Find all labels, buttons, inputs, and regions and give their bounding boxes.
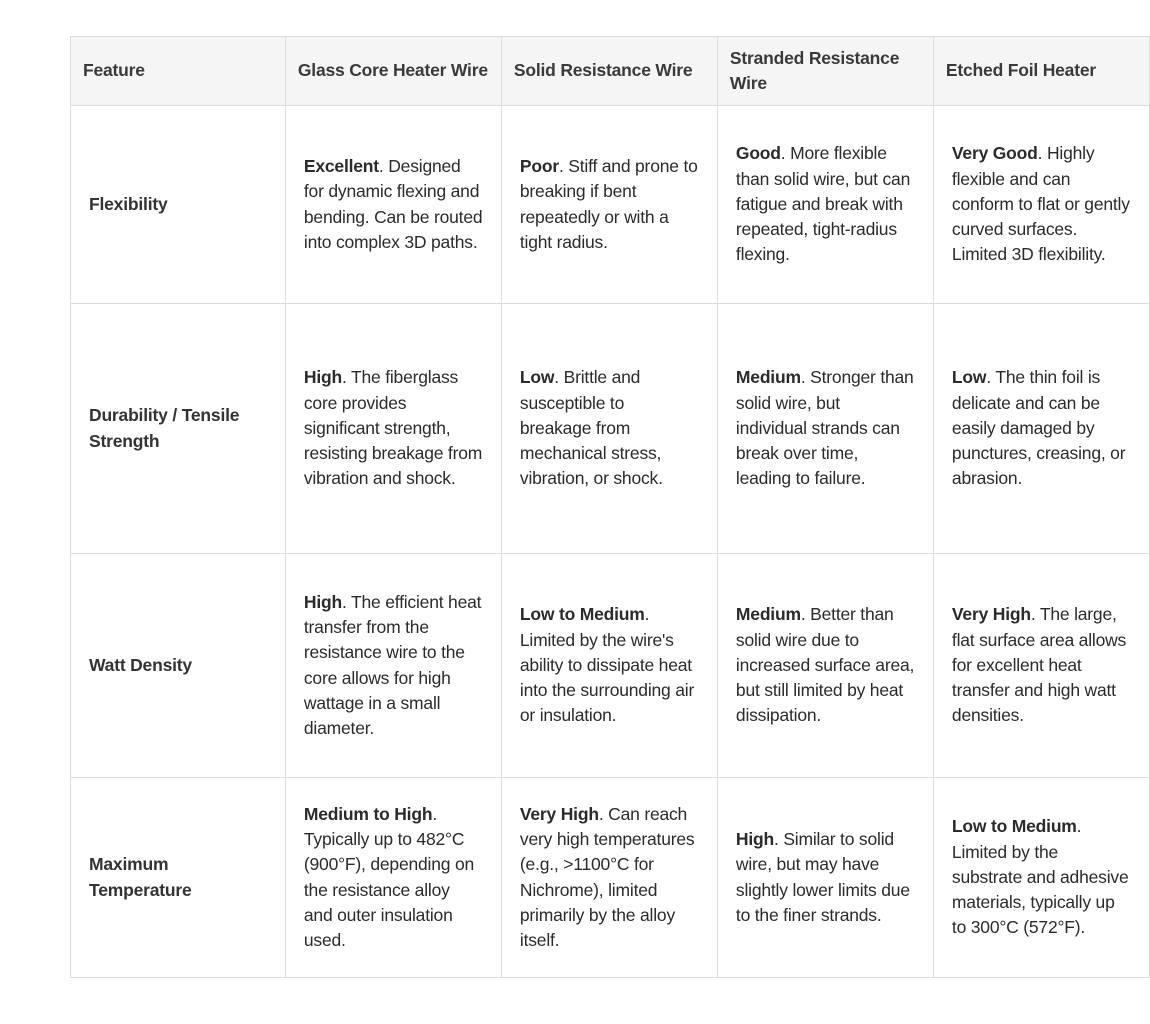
cell-text: . Limited by the wire's ability to dissipate heat into the surrounding air or insulation.	[519, 604, 695, 726]
cell-text: . Typically up to 482°C (900°F), depending on the resistance alloy and outer insulation used.	[303, 803, 475, 951]
cell-text: . The fiberglass core provides significant strength, resisting breakage from vibration and shock.	[303, 367, 483, 489]
cell-rating: Low	[951, 367, 987, 388]
table-cell	[285, 554, 501, 778]
table-cell	[933, 554, 1149, 778]
cell-rating: Medium to High	[303, 803, 433, 824]
cell-rating: High	[303, 591, 342, 612]
header-feature: Feature	[71, 37, 286, 106]
table-row	[71, 778, 1150, 978]
cell-rating: Very High	[951, 604, 1031, 625]
comparison-table	[70, 36, 1150, 978]
table-header-row	[71, 37, 1150, 106]
cell-rating: Excellent	[303, 155, 379, 176]
table-cell	[717, 554, 933, 778]
cell-text: . The large, flat surface area allows for excellent heat transfer and high watt densities.	[951, 604, 1127, 726]
cell-text: . Designed for dynamic flexing and bending. Can be routed into complex 3D paths.	[303, 155, 483, 252]
cell-rating: Low	[519, 367, 555, 388]
header-solid-resistance-wire: Solid Resistance Wire	[501, 37, 717, 106]
table-cell	[501, 106, 717, 304]
table-cell	[501, 304, 717, 554]
cell-text: . More flexible than solid wire, but can fatigue and break with repeated, tight-radius flexing.	[735, 143, 911, 265]
cell-rating: High	[303, 367, 342, 388]
cell-text: . Can reach very high temperatures (e.g., >1100°C for Nichrome), limited primarily by the alloy itself.	[519, 803, 695, 951]
table-row	[71, 554, 1150, 778]
cell-text: . The thin foil is delicate and can be easily damaged by punctures, creasing, or abrasion.	[951, 367, 1126, 489]
cell-rating: Poor	[519, 155, 559, 176]
cell-rating: Low to Medium	[519, 604, 645, 625]
row-label-watt-density: Watt Density	[71, 554, 286, 778]
cell-text: . The efficient heat transfer from the resistance wire to the core allows for high wattage in a small diameter.	[303, 591, 482, 739]
cell-text: . Brittle and susceptible to breakage from mechanical stress, vibration, or shock.	[519, 367, 663, 489]
table-cell	[501, 554, 717, 778]
table-row	[71, 106, 1150, 304]
cell-text: . Better than solid wire due to increased surface area, but still limited by heat dissipation.	[735, 604, 915, 726]
row-label-flexibility: Flexibility	[71, 106, 286, 304]
header-glass-core-heater-wire: Glass Core Heater Wire	[285, 37, 501, 106]
cell-rating: Medium	[735, 367, 801, 388]
table-cell	[285, 778, 501, 978]
comparison-table-viewport[interactable]	[70, 36, 1130, 978]
table-cell	[717, 778, 933, 978]
table-cell	[933, 106, 1149, 304]
table-cell	[285, 106, 501, 304]
row-label-maximum-temperature: Maximum Temperature	[71, 778, 286, 978]
table-cell	[501, 778, 717, 978]
cell-rating: Very Good	[951, 143, 1038, 164]
table-cell	[717, 304, 933, 554]
row-label-durability: Durability / Tensile Strength	[71, 304, 286, 554]
cell-text: . Limited by the substrate and adhesive materials, typically up to 300°C (572°F).	[951, 816, 1129, 938]
cell-text: . Stronger than solid wire, but individual strands can break over time, leading to failure.	[735, 367, 914, 489]
table-cell	[933, 778, 1149, 978]
header-stranded-resistance-wire: Stranded Resistance Wire	[717, 37, 933, 106]
cell-rating: Good	[735, 143, 781, 164]
cell-text: . Highly flexible and can conform to flat or gently curved surfaces. Limited 3D flexibility.	[951, 143, 1130, 265]
table-cell	[285, 304, 501, 554]
table-cell	[717, 106, 933, 304]
cell-text: . Stiff and prone to breaking if bent repeatedly or with a tight radius.	[519, 155, 698, 252]
cell-rating: High	[735, 828, 774, 849]
cell-rating: Low to Medium	[951, 816, 1077, 837]
table-cell	[933, 304, 1149, 554]
header-etched-foil-heater: Etched Foil Heater	[933, 37, 1149, 106]
cell-rating: Medium	[735, 604, 801, 625]
cell-text: . Similar to solid wire, but may have slightly lower limits due to the finer strands.	[735, 828, 910, 925]
cell-rating: Very High	[519, 803, 599, 824]
table-row	[71, 304, 1150, 554]
